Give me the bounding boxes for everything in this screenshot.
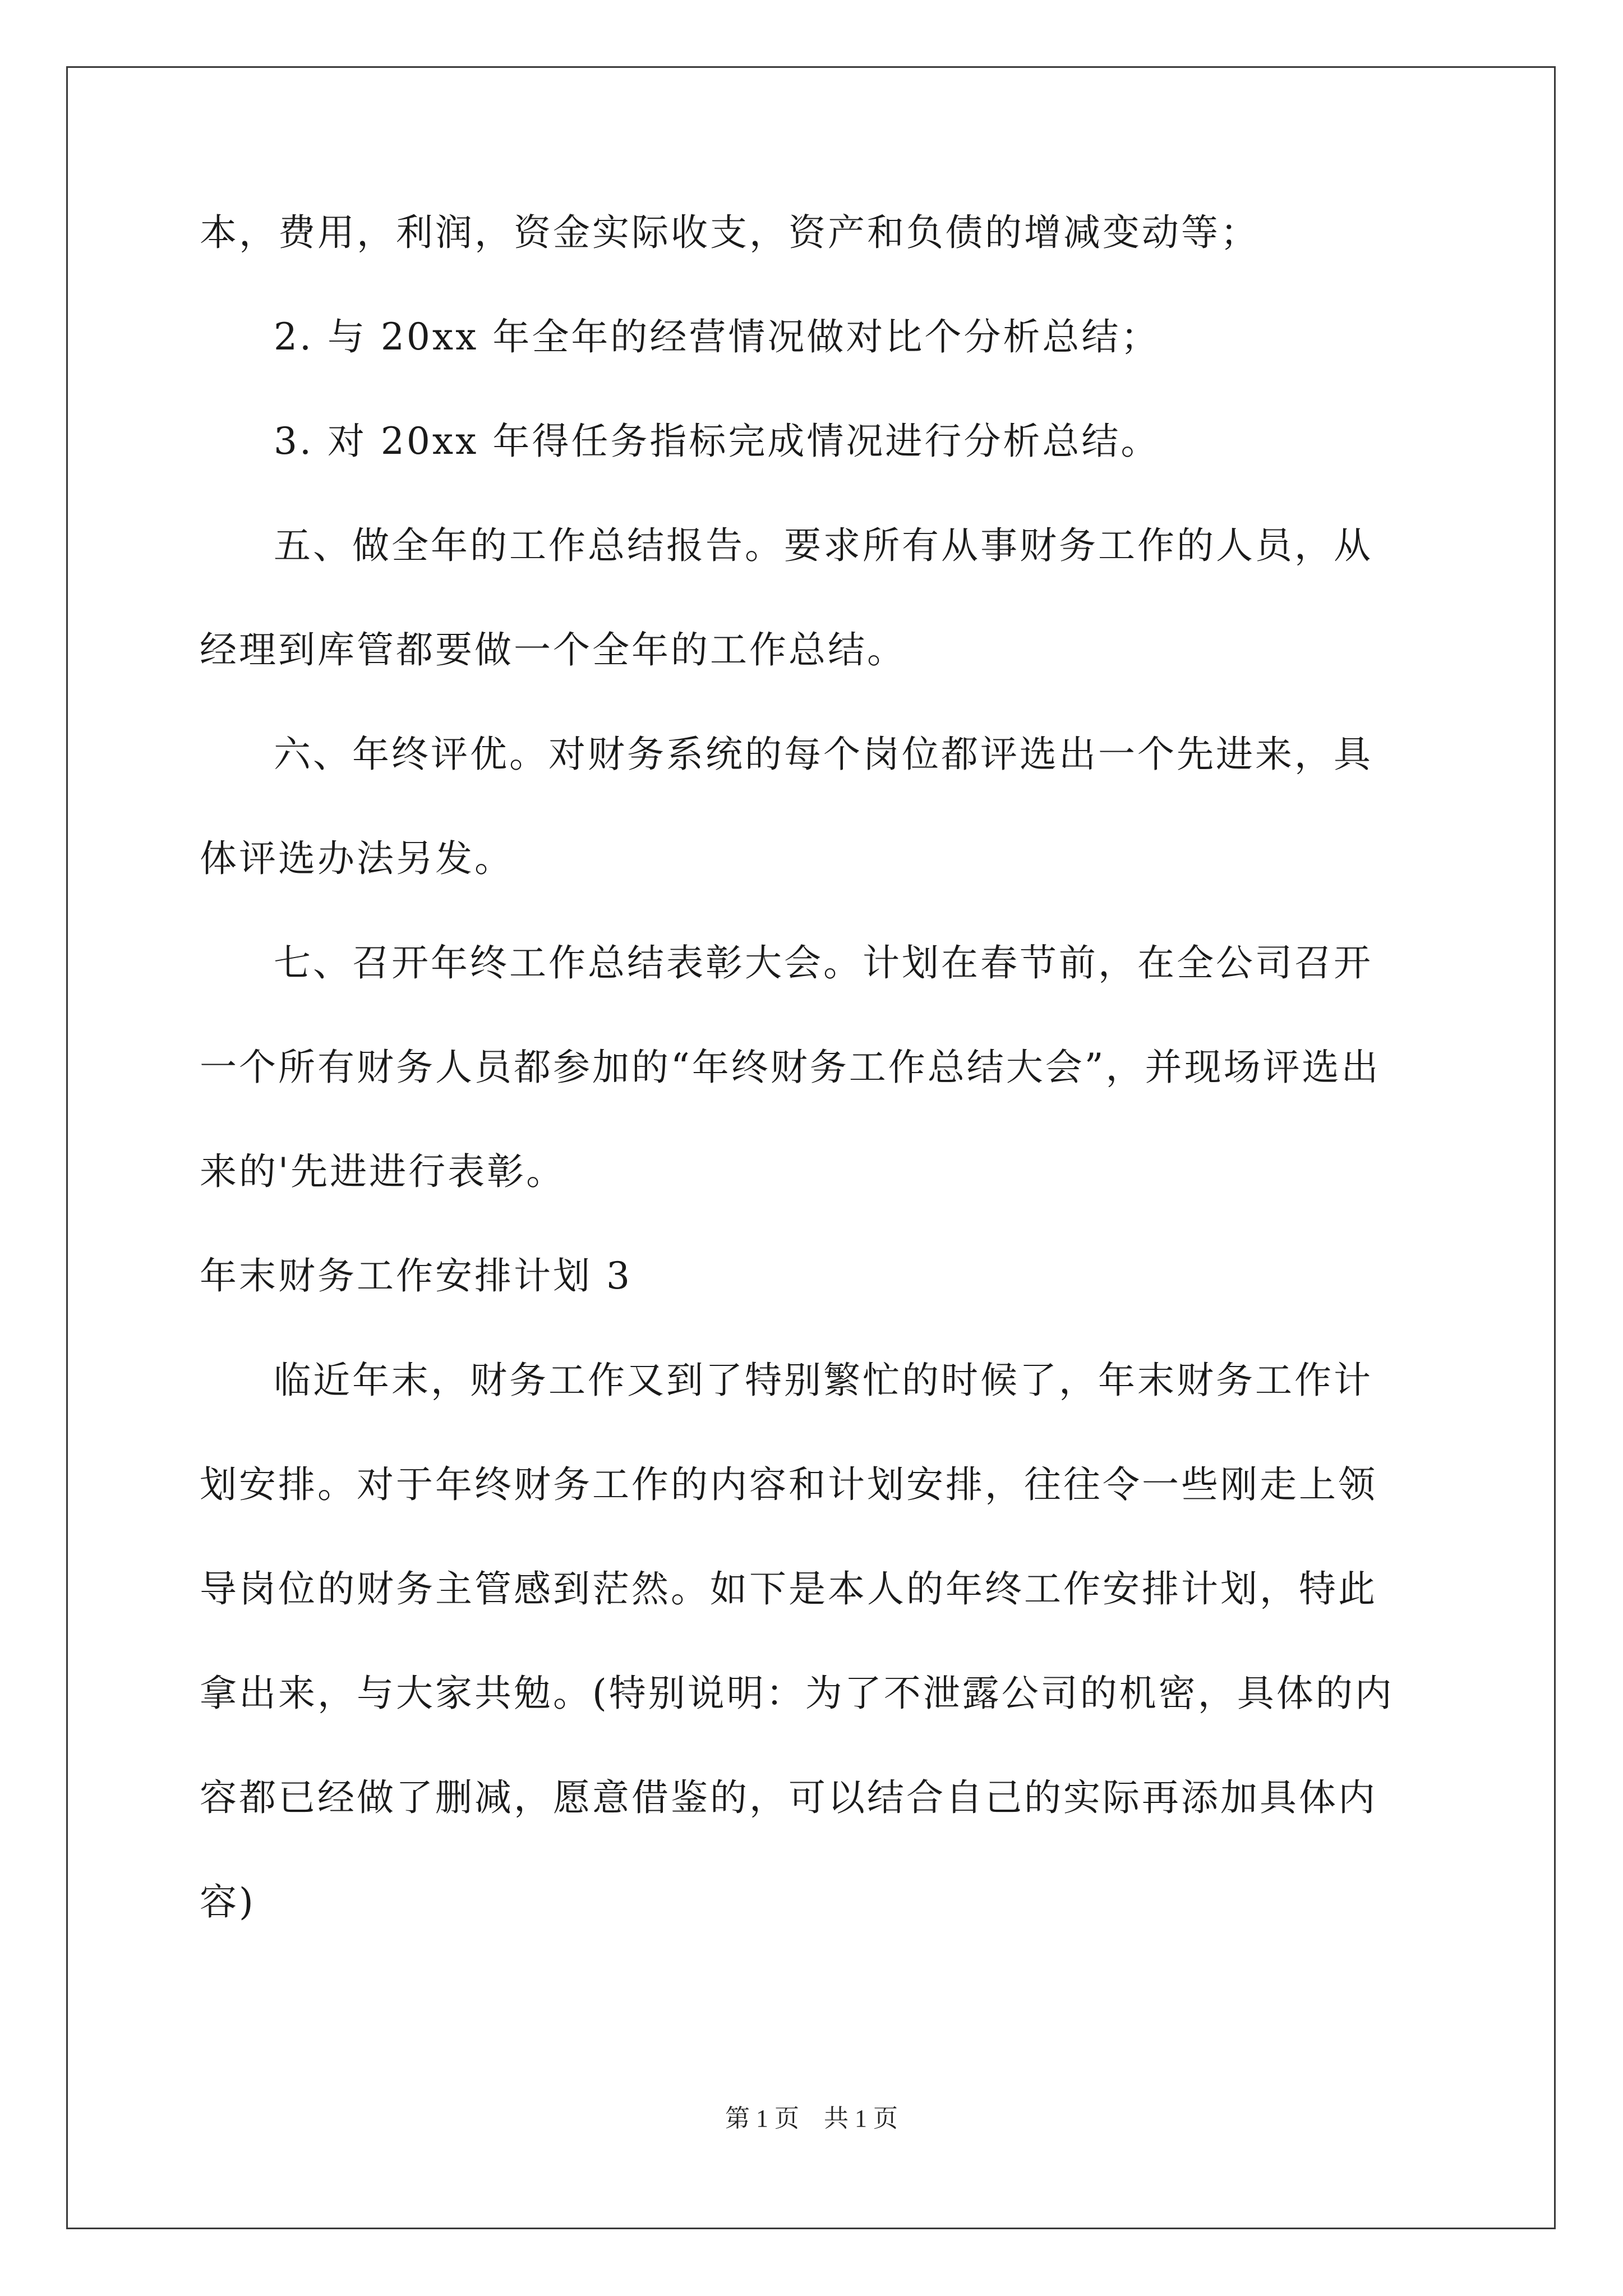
text-line: 体评选办法另发。 <box>200 837 514 880</box>
text-line: 七、召开年终工作总结表彰大会。计划在春节前，在全公司召开 <box>274 941 1373 984</box>
text-line: 一个所有财务人员都参加的“年终财务工作总结大会”，并现场评选出 <box>200 1046 1381 1089</box>
section-heading: 年末财务工作安排计划 3 <box>200 1254 632 1297</box>
text-line: 容) <box>200 1880 256 1924</box>
page-footer: 第 1 页 共 1 页 <box>725 2105 898 2132</box>
text-line: 临近年末，财务工作又到了特别繁忙的时候了，年末财务工作计 <box>274 1359 1373 1402</box>
text-line: 拿出来，与大家共勉。(特别说明：为了不泄露公司的机密，具体的内 <box>200 1672 1394 1715</box>
text-line: 划安排。对于年终财务工作的内容和计划安排，往往令一些刚走上领 <box>200 1463 1377 1506</box>
text-line: 3. 对 20xx 年得任务指标完成情况进行分析总结。 <box>274 420 1160 463</box>
text-line: 来的'先进进行表彰。 <box>200 1150 566 1193</box>
text-line: 经理到库管都要做一个全年的工作总结。 <box>200 628 906 671</box>
text-line: 六、年终评优。对财务系统的每个岗位都评选出一个先进来，具 <box>274 733 1373 776</box>
text-line: 五、做全年的工作总结报告。要求所有从事财务工作的人员，从 <box>274 524 1373 567</box>
text-line: 2. 与 20xx 年全年的经营情况做对比个分析总结； <box>274 315 1160 358</box>
text-line: 导岗位的财务主管感到茫然。如下是本人的年终工作安排计划，特此 <box>200 1567 1377 1611</box>
text-line: 容都已经做了删减，愿意借鉴的，可以结合自己的实际再添加具体内 <box>200 1776 1377 1819</box>
text-line: 本，费用，利润，资金实际收支，资产和负债的增减变动等； <box>200 211 1260 254</box>
